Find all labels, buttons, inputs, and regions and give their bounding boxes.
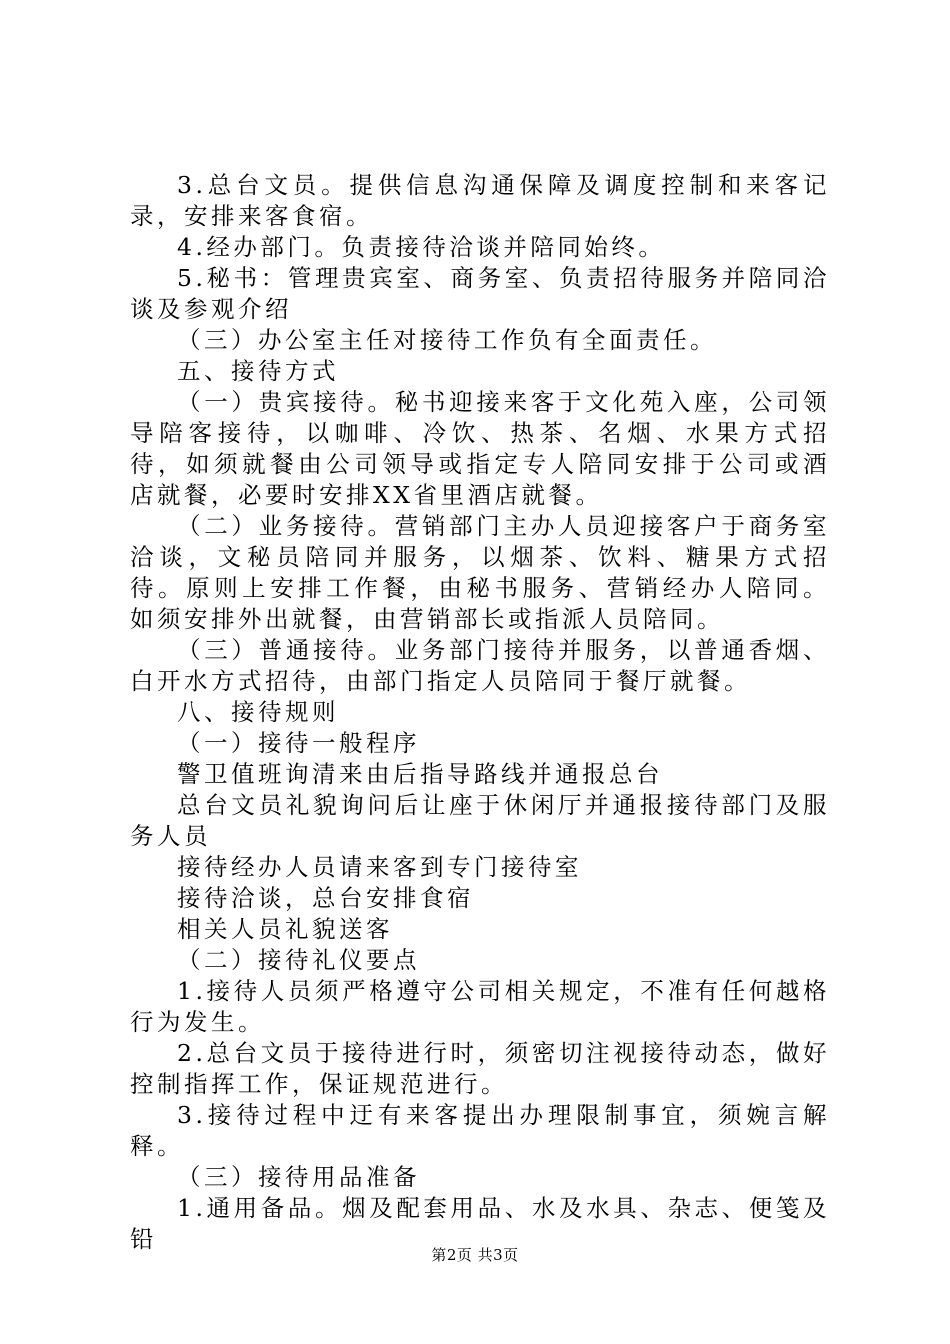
paragraph: 相关人员礼貌送客 xyxy=(177,915,393,943)
paragraph: （三）普通接待。业务部门接待并服务，以普通香烟、白开水方式招待，由部门指定人员陪同于餐厅就餐。 xyxy=(130,636,830,695)
paragraph: 3.接待过程中迂有来客提出办理限制事宜，须婉言解释。 xyxy=(130,1101,830,1160)
document-body xyxy=(130,170,830,1255)
paragraph: 3.总台文员。提供信息沟通保障及调度控制和来客记录，安排来客食宿。 xyxy=(130,171,830,230)
paragraph: （三）办公室主任对接待工作负有全面责任。 xyxy=(177,326,717,354)
subsection-heading: （三）接待用品准备 xyxy=(177,1163,420,1191)
paragraph: 4.经办部门。负责接待洽谈并陪同始终。 xyxy=(177,233,666,261)
paragraph: 接待洽谈，总台安排食宿 xyxy=(177,884,474,912)
page-footer: 第2页 共3页 xyxy=(431,1246,519,1264)
paragraph: 警卫值班询清来由后指导路线并通报总台 xyxy=(177,760,663,788)
paragraph: 1.通用备品。烟及配套用品、水及水具、杂志、便笺及铅 xyxy=(130,1194,830,1253)
paragraph: 接待经办人员请来客到专门接待室 xyxy=(177,853,582,881)
paragraph: （一）贵宾接待。秘书迎接来客于文化苑入座，公司领导陪客接待，以咖啡、冷饮、热茶、名烟、水果方式招待，如须就餐由公司领导或指定专人陪同安排于公司或酒店就餐，必要时安排XX省里酒店就餐。 xyxy=(130,388,830,509)
paragraph: 1.接待人员须严格遵守公司相关规定，不准有任何越格行为发生。 xyxy=(130,977,830,1036)
section-heading: 五、接待方式 xyxy=(177,357,339,385)
subsection-heading: （二）接待礼仪要点 xyxy=(177,946,420,974)
paragraph: 总台文员礼貌询问后让座于休闲厅并通报接待部门及服务人员 xyxy=(130,791,830,850)
section-heading: 八、接待规则 xyxy=(177,698,339,726)
subsection-heading: （一）接待一般程序 xyxy=(177,729,420,757)
paragraph: 5.秘书：管理贵宾室、商务室、负责招待服务并陪同洽谈及参观介绍 xyxy=(130,264,830,323)
paragraph: 2.总台文员于接待进行时，须密切注视接待动态，做好控制指挥工作，保证规范进行。 xyxy=(130,1039,830,1098)
paragraph: （二）业务接待。营销部门主办人员迎接客户于商务室洽谈，文秘员陪同并服务，以烟茶、饮料、糖果方式招待。原则上安排工作餐，由秘书服务、营销经办人陪同。如须安排外出就餐，由营销部长或指派人员陪同。 xyxy=(130,512,830,633)
